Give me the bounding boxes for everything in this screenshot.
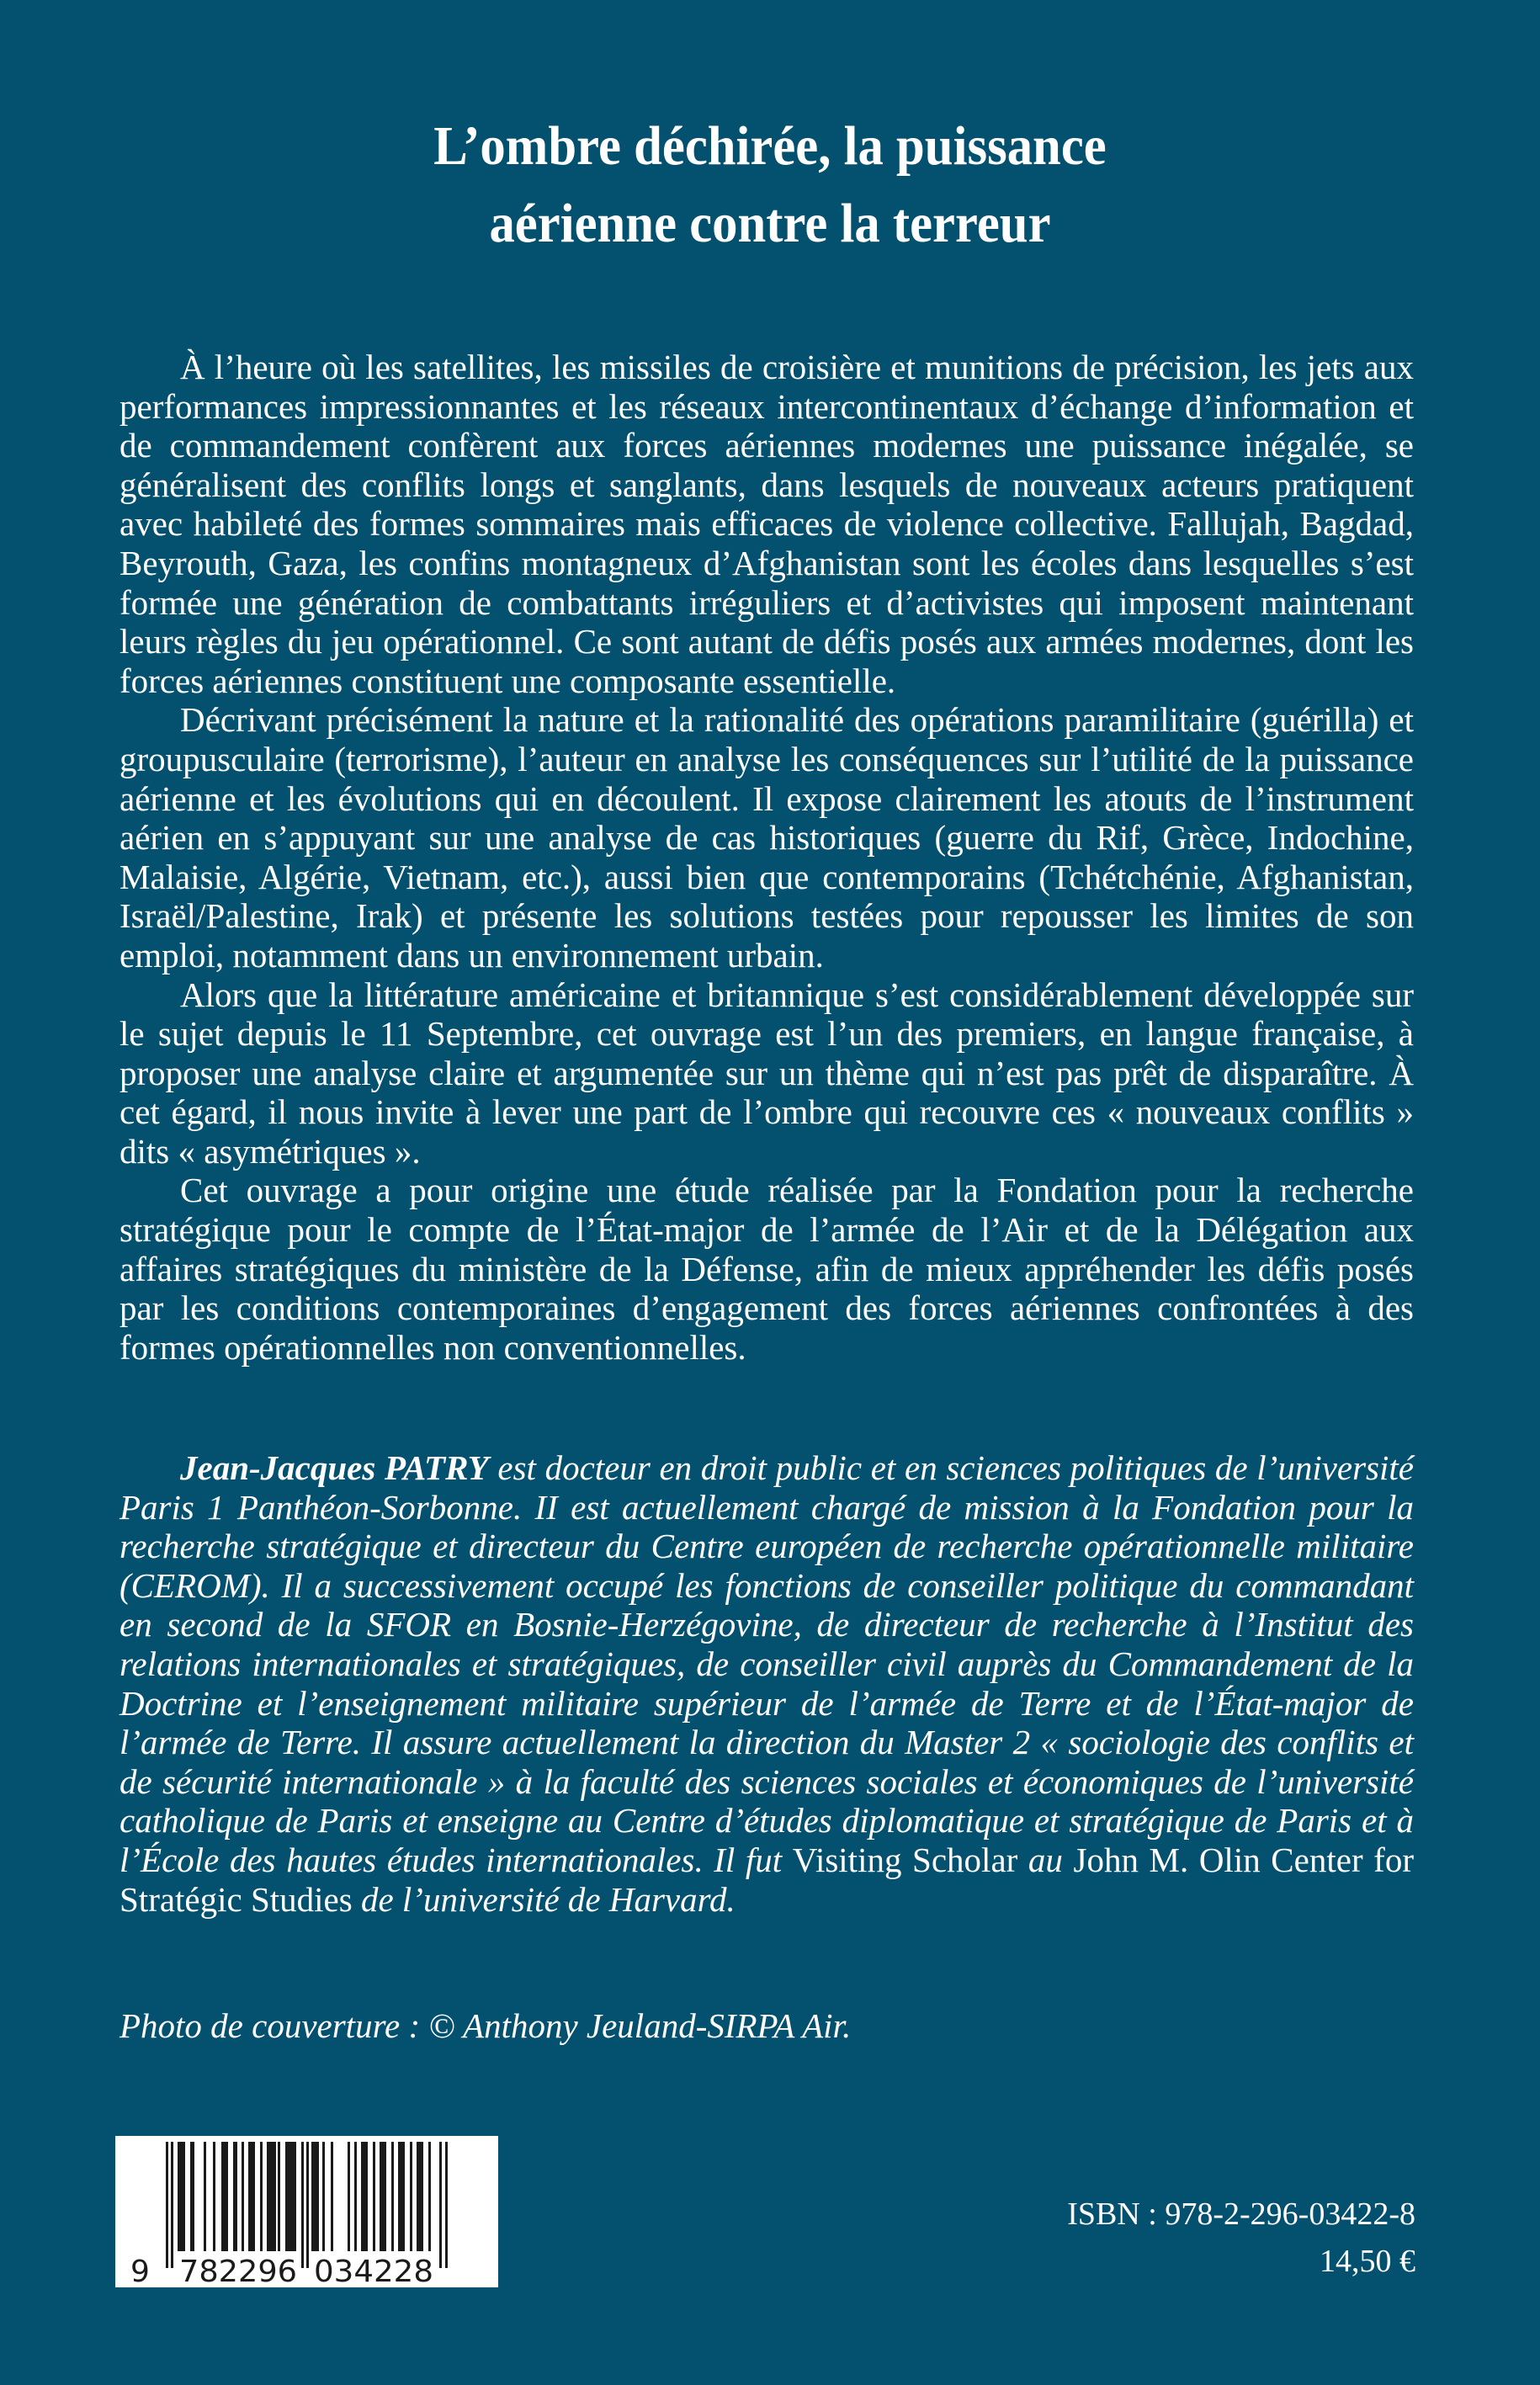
isbn-number: ISBN : 978-2-296-03422-8 — [1067, 2196, 1415, 2232]
barcode-left-group: 782296 — [179, 2255, 297, 2287]
book-title — [61, 108, 1479, 263]
author-bio-olin-center: John M. Olin Center for Stratégic Studies — [119, 1840, 1414, 1919]
photo-credit: Photo de couverture : © Anthony Jeuland-SIRPA Air. — [119, 2006, 852, 2045]
blurb-paragraph-4: Cet ouvrage a pour origine une étude réalisée par la Fondation pour la recherche stratégique pour le compte de l’État-major de l’armée de l’Air et de la Délégation aux affaires stratégiques du ministère de la Défense, afin de mieux appréhender les défis posés par les conditions contemporaines d’engagement des forces aériennes confrontées à des formes opérationnelles non conventionnelles. — [119, 1171, 1414, 1367]
author-bio-text-1: est docteur en droit public et en sciences politiques de l’université Paris 1 Panthéon-Sorbonne. II est actuellement chargé de mission à la Fondation pour la recherche stratégique et directeur du Centre européen de recherche opérationnelle militaire (CEROM). Il a successivement occupé les fonctions de conseiller politique du commandant en second de la SFOR en Bosnie-Herzégovine, de directeur de recherche à l’Institut des relations internationales et stratégiques, de conseiller civil auprès du Commandement de la Doctrine et l’enseignement militaire supérieur de l’armée de Terre et de l’État-major de l’armée de Terre. Il assure actuellement la direction du Master 2 « sociologie des conflits et de sécurité internationale » à la faculté des sciences sociales et économiques de l’université catholique de Paris et enseigne au Centre d’études diplomatique et stratégique de Paris et à l’École des hautes études internationales. Il fut — [119, 1448, 1414, 1879]
barcode-digits — [115, 2136, 498, 2287]
barcode-first-digit: 9 — [130, 2255, 150, 2287]
book-title-line-2: aérienne contre la terreur — [489, 193, 1051, 254]
blurb-paragraph-2: Décrivant précisément la nature et la rationalité des opérations paramilitaire (guérilla) et groupusculaire (terrorisme), l’auteur en analyse les conséquences sur l’utilité de la puissance aérienne et les évolutions qui en découlent. Il expose clairement les atouts de l’instrument aérien en s’appuyant sur une analyse de cas historiques (guerre du Rif, Grèce, Indochine, Malaisie, Algérie, Vietnam, etc.), aussi bien que contemporains (Tchétchénie, Afghanistan, Israël/Palestine, Irak) et présente les solutions testées pour repousser les limites de son emploi, notamment dans un environnement urbain. — [119, 700, 1414, 975]
blurb — [119, 348, 1414, 1367]
book-title-line-1: L’ombre déchirée, la puissance — [433, 115, 1107, 177]
author-name: Jean-Jacques PATRY — [180, 1448, 489, 1487]
blurb-paragraph-3: Alors que la littérature américaine et britannique s’est considérablement développée sur le sujet depuis le 11 Septembre, cet ouvrage est l’un des premiers, en langue française, à proposer une analyse claire et argumentée sur un thème qui n’est pas prêt de disparaître. À cet égard, il nous invite à lever une part de l’ombre qui recouvre ces « nouveaux conflits » dits « asymétriques ». — [119, 975, 1414, 1171]
barcode-right-group: 034228 — [314, 2255, 433, 2287]
blurb-paragraph-1: À l’heure où les satellites, les missiles de croisière et munitions de précision, les jets aux performances impressionnantes et les réseaux intercontinentaux d’échange d’information et de commandement confèrent aux forces aériennes modernes une puissance inégalée, se généralisent des conflits longs et sanglants, dans lesquels de nouveaux acteurs pratiquent avec habileté des formes sommaires mais efficaces de violence collective. Fallujah, Bagdad, Beyrouth, Gaza, les confins montagneux d’Afghanistan sont les écoles dans lesquelles s’est formée une génération de combattants irréguliers et d’activistes qui imposent maintenant leurs règles du jeu opérationnel. Ce sont autant de défis posés aux armées modernes, dont les forces aériennes constituent une composante essentielle. — [119, 348, 1414, 700]
author-bio-text-3: de l’université de Harvard. — [352, 1879, 735, 1919]
price: 14,50 € — [1320, 2244, 1415, 2279]
author-bio-paragraph — [119, 1448, 1414, 1919]
author-bio-visiting-scholar: Visiting Scholar — [792, 1840, 1018, 1879]
author-bio-text-2: au — [1017, 1840, 1074, 1879]
author-bio — [119, 1448, 1414, 1919]
isbn-barcode — [115, 2136, 498, 2287]
